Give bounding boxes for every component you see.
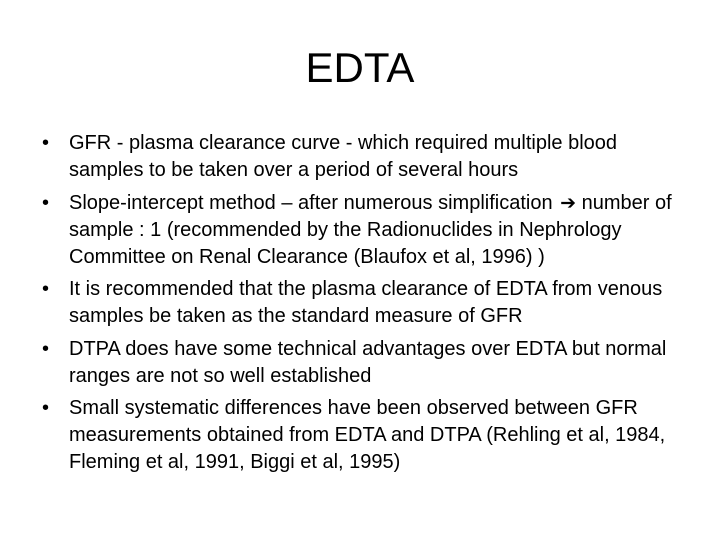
slide-title: EDTA: [305, 44, 415, 91]
bullet-dot-icon: •: [42, 278, 50, 300]
bullet-text-after-arrow: number of sample : 1 (recommended by the Radionuclides in Nephrology Committee on Renal Clearance (Blaufox et al, 1996) ): [69, 191, 672, 268]
bullet-dot-icon: •: [42, 132, 50, 154]
bullet-list: [36, 130, 686, 482]
bullet-text: Small systematic differences have been observed between GFR measurements obtained from EDTA and DTPA (Rehling et al, 1984, Fleming et al, 1991, Biggi et al, 1995): [69, 397, 666, 473]
bullet-text: DTPA does have some technical advantages over EDTA but normal ranges are not so well established: [69, 337, 667, 387]
bullet-text: It is recommended that the plasma clearance of EDTA from venous samples be taken as the standard measure of GFR: [69, 278, 663, 327]
bullet-text-before-arrow: Slope-intercept method – after numerous simplification: [69, 191, 559, 214]
bullet-item-recommended-standard: [36, 276, 686, 330]
bullet-dot-icon: •: [42, 397, 50, 419]
bullet-text: GFR - plasma clearance curve - which required multiple blood samples to be taken over a period of several hours: [69, 132, 618, 181]
bullet-dot-icon: •: [42, 191, 50, 214]
right-arrow-icon: ➔: [560, 192, 577, 214]
bullet-dot-icon: •: [42, 337, 50, 360]
bullet-item-slope-intercept: [36, 190, 686, 271]
bullet-item-gfr-plasma-clearance: [36, 130, 686, 184]
bullet-item-dtpa-advantages: [36, 336, 686, 390]
bullet-item-systematic-differences: [36, 395, 686, 476]
